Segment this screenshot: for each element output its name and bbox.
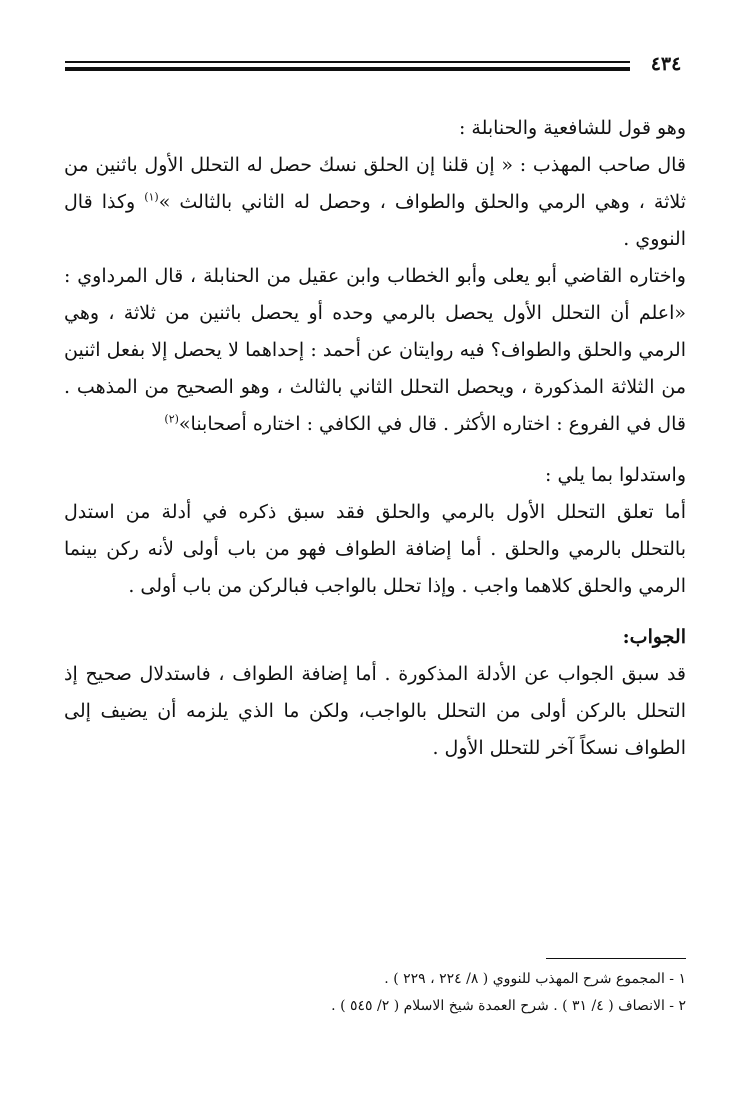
quote-mardawi: واختاره القاضي أبو يعلى وأبو الخطاب وابن عقيل من الحنابلة ، قال المرداوي : «اعلم أن التحلل الأول يحصل بالرمي وحده أو يحصل باثنين من ثلاثة ، وهي الرمي والحلق والطواف؟ فيه روايتان عن أحمد : إحداهما لا يحصل إلا بفعل اثنين من الثلاثة المذكورة ، ويحصل التحلل الثاني بالثالث ، وهو الصحيح من المذهب . قال في الفروع : اختاره الأكثر . قال في الكافي : اختاره أصحابنا» bbox=[64, 265, 686, 435]
answer-heading: الجواب: bbox=[622, 626, 686, 648]
footnote-1: ١ - المجموع شرح المهذب للنووي ( ٨/ ٢٢٤ ، ٢٢٩ ) . bbox=[384, 971, 686, 987]
footnote-ref-2[interactable]: (٢) bbox=[164, 412, 179, 426]
footnote-separator bbox=[546, 958, 686, 959]
paragraph-evidence-intro: واستدلوا بما يلي : bbox=[545, 464, 686, 486]
page-header bbox=[65, 55, 695, 79]
paragraph-gap bbox=[64, 605, 686, 619]
paragraph-muhadhdhab bbox=[64, 147, 686, 258]
paragraph-mardawi bbox=[64, 258, 686, 443]
paragraph-evidence: أما تعلق التحلل الأول بالرمي والحلق فقد سبق ذكره في أدلة من استدل بالتحلل بالرمي والحلق . أما إضافة الطواف فهو من باب أولى لأنه ركن بينما الرمي والحلق كلاهما واجب . وإذا تحلل بالواجب فبالركن من باب أولى . bbox=[64, 501, 686, 597]
header-rule-thin bbox=[65, 61, 630, 63]
page-number: ٤٣٤ bbox=[650, 53, 682, 75]
footnote-2: ٢ - الانصاف ( ٤/ ٣١ ) . شرح العمدة شيخ الاسلام ( ٢/ ٥٤٥ ) . bbox=[331, 998, 686, 1014]
quote-muhadhdhab: قال صاحب المهذب : « إن قلنا إن الحلق نسك حصل له التحلل الأول باثنين من ثلاثة ، وهي الرمي والحلق والطواف ، وحصل له الثاني بالثالث » bbox=[64, 154, 687, 213]
quote-muhadhdhab-after: وكذا قال النووي . bbox=[64, 191, 686, 250]
paragraph-gap bbox=[64, 443, 686, 457]
answer-text: قد سبق الجواب عن الأدلة المذكورة . أما إضافة الطواف ، فاستدلال صحيح إذ التحلل بالركن أولى من التحلل بالواجب، ولكن ما الذي يلزمه أن يضيف إلى الطواف نسكاً آخر للتحلل الأول . bbox=[64, 663, 686, 759]
footnote-ref-1[interactable]: (١) bbox=[144, 190, 159, 204]
paragraph-intro: وهو قول للشافعية والحنابلة : bbox=[458, 117, 686, 139]
header-rule-thick bbox=[65, 67, 630, 71]
footnotes bbox=[64, 966, 686, 1020]
main-text bbox=[64, 110, 686, 767]
